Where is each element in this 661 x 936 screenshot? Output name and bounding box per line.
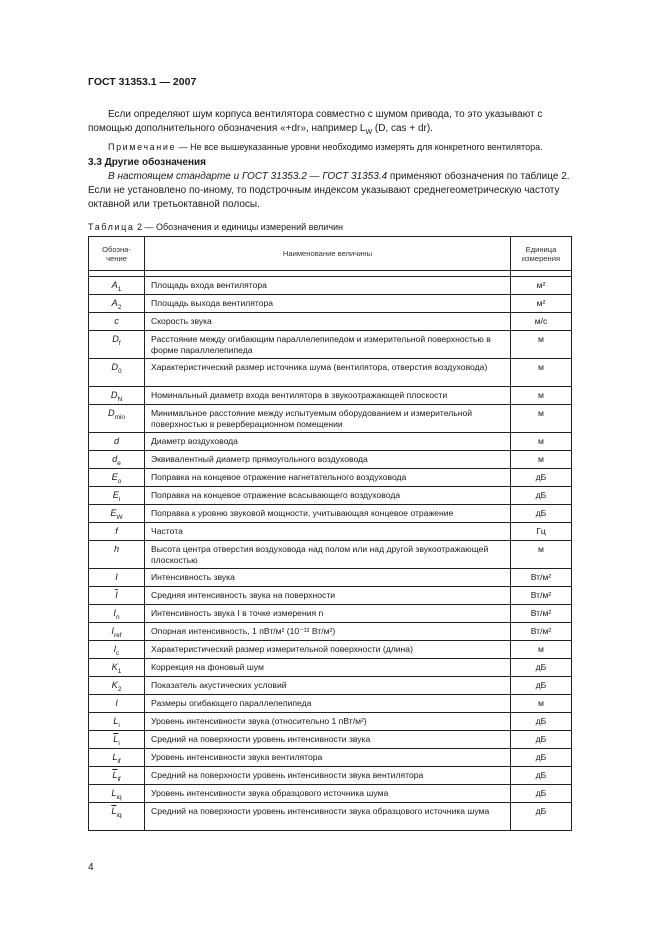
symbol-letter: I — [115, 572, 118, 582]
symbol-subscript: 1 — [117, 667, 122, 675]
row-unit: м — [511, 433, 572, 451]
row-quantity-name: Коррекция на фоновый шум — [145, 659, 511, 677]
row-quantity-name: Опорная интенсивность, 1 пВт/м² (10⁻¹² Вт/м²) — [145, 623, 511, 641]
table-row — [89, 713, 572, 731]
symbol-subscript: e — [117, 459, 121, 467]
table-row — [89, 359, 572, 387]
row-unit: дБ — [511, 767, 572, 785]
row-quantity-name: Площадь входа вентилятора — [145, 277, 511, 295]
row-symbol — [89, 569, 145, 587]
row-unit: Вт/м² — [511, 587, 572, 605]
symbol-letter: E — [112, 490, 119, 500]
table-row — [89, 331, 572, 359]
row-unit: м — [511, 331, 572, 359]
row-unit: м — [511, 641, 572, 659]
header-unit: Единица измерения — [511, 237, 572, 271]
row-symbol — [89, 523, 145, 541]
table-row — [89, 313, 572, 331]
table-row — [89, 677, 572, 695]
symbol-letter: L — [111, 788, 117, 798]
row-symbol — [89, 803, 145, 831]
row-symbol — [89, 359, 145, 387]
table-row — [89, 623, 572, 641]
symbol-letter: E — [111, 472, 118, 482]
row-unit: дБ — [511, 713, 572, 731]
symbol-letter: $\overline{L}$ — [113, 734, 119, 744]
row-unit: Вт/м² — [511, 569, 572, 587]
symbol-letter: K — [111, 680, 118, 690]
symbol-subscript: o — [117, 477, 122, 485]
table-row — [89, 433, 572, 451]
intro-paragraph-2-standards: В настоящем стандарте и ГОСТ 31353.2 — ГОСТ 31353.4 — [108, 171, 388, 182]
symbol-letter: E — [110, 508, 117, 518]
table-row — [89, 767, 572, 785]
row-quantity-name: Характеристический размер измерительной поверхности (длина) — [145, 641, 511, 659]
row-symbol — [89, 749, 145, 767]
symbol-subscript: 2 — [117, 685, 122, 693]
row-quantity-name: Средний на поверхности уровень интенсивности звука — [145, 731, 511, 749]
row-symbol — [89, 469, 145, 487]
table-row — [89, 785, 572, 803]
row-unit: м — [511, 541, 572, 569]
symbol-subscript: W — [116, 513, 123, 521]
symbol-letter: l — [115, 698, 118, 708]
section-title: 3.3 Другие обозначения — [88, 157, 206, 168]
intro-paragraph-2-rest: применяют обозначения по таблице 2. Если не установлено по-иному, то подстрочным индексом указывают среднегеометрическую частоту октавной или третьоктавной полосы. — [88, 171, 570, 210]
symbol-subscript: ref — [113, 631, 122, 639]
symbol-letter: A — [111, 280, 118, 290]
row-quantity-name: Характеристический размер источника шума (вентилятора, отверстия воздуховода) — [145, 359, 511, 387]
row-symbol — [89, 623, 145, 641]
row-unit: Вт/м² — [511, 605, 572, 623]
table-row — [89, 295, 572, 313]
row-quantity-name: Расстояние между огибающим параллелепипедом и измерительной поверхностью в форме параллелепипеда — [145, 331, 511, 359]
row-unit: м/с — [511, 313, 572, 331]
symbol-letter: c — [114, 316, 119, 326]
table-row — [89, 749, 572, 767]
table-row — [89, 541, 572, 569]
row-symbol — [89, 605, 145, 623]
symbol-letter: D — [112, 334, 119, 344]
row-quantity-name: Площадь выхода вентилятора — [145, 295, 511, 313]
symbol-subscript: if — [117, 757, 121, 765]
symbols-table — [88, 236, 572, 831]
table-row — [89, 505, 572, 523]
symbol-letter: $\overline{L}$ — [112, 770, 118, 780]
row-symbol — [89, 331, 145, 359]
row-quantity-name: Минимальное расстояние между испытуемым оборудованием и измерительной поверхностью в реверберационном помещении — [145, 405, 511, 433]
row-quantity-name: Скорость звука — [145, 313, 511, 331]
row-symbol — [89, 313, 145, 331]
row-unit: дБ — [511, 469, 572, 487]
intro-paragraph-1 — [88, 108, 570, 140]
row-symbol — [89, 295, 145, 313]
row-quantity-name: Средний на поверхности уровень интенсивности звука вентилятора — [145, 767, 511, 785]
symbol-subscript: 1 — [117, 285, 122, 293]
symbol-letter: D — [110, 390, 118, 400]
note-paragraph — [88, 140, 570, 154]
row-quantity-name: Частота — [145, 523, 511, 541]
row-unit: м — [511, 451, 572, 469]
symbol-letter: A — [111, 298, 118, 308]
row-unit: дБ — [511, 677, 572, 695]
symbol-letter: I — [111, 626, 114, 636]
row-unit: м — [511, 695, 572, 713]
row-quantity-name: Интенсивность звука — [145, 569, 511, 587]
symbol-letter: K — [111, 662, 118, 672]
row-quantity-name: Высота центра отверстия воздуховода над полом или над другой звукоотражающей плоскостью — [145, 541, 511, 569]
header-symbol: Обозна- чение — [89, 237, 145, 271]
symbol-subscript: n — [115, 613, 120, 621]
symbol-subscript: 0 — [118, 367, 122, 375]
symbol-letter: I — [113, 608, 116, 618]
table-row — [89, 487, 572, 505]
table-row — [89, 405, 572, 433]
row-quantity-name: Средняя интенсивность звука на поверхности — [145, 587, 511, 605]
table-caption-label: Таблица — [88, 222, 135, 232]
symbol-letter: L — [112, 752, 118, 762]
table-row — [89, 387, 572, 405]
symbol-letter: D — [107, 408, 115, 418]
table-caption-text: 2 — Обозначения и единицы измерений величин — [134, 222, 344, 232]
row-symbol — [89, 387, 145, 405]
symbol-subscript: min — [114, 413, 126, 421]
row-unit: м² — [511, 295, 572, 313]
table-row — [89, 695, 572, 713]
symbol-subscript: iq — [116, 811, 122, 819]
intro-paragraph-1-text: Если определяют шум корпуса вентилятора совместно с шумом привода, то это указывают с помощью дополнительного обозначения «+dr», например L — [88, 109, 543, 134]
table-header-row — [89, 237, 572, 271]
row-unit: дБ — [511, 749, 572, 767]
table-row — [89, 659, 572, 677]
row-symbol — [89, 587, 145, 605]
row-symbol — [89, 641, 145, 659]
table-caption — [88, 222, 343, 232]
row-symbol — [89, 277, 145, 295]
table-row — [89, 587, 572, 605]
note-text: — Не все вышеуказанные уровни необходимо измерять для конкретного вентилятора. — [176, 142, 543, 152]
symbol-subscript: N — [117, 395, 123, 403]
row-quantity-name: Диаметр воздуховода — [145, 433, 511, 451]
row-unit: дБ — [511, 505, 572, 523]
symbol-letter: h — [113, 544, 120, 554]
row-unit: м² — [511, 277, 572, 295]
symbol-letter: f — [115, 526, 118, 536]
symbol-letter: L — [113, 716, 119, 726]
row-symbol — [89, 505, 145, 523]
row-symbol — [89, 731, 145, 749]
symbol-subscript: if — [117, 775, 121, 783]
note-label: Примечание — [108, 142, 177, 152]
row-unit: м — [511, 405, 572, 433]
symbol-subscript: c — [115, 649, 120, 657]
page-header-standard-code: ГОСТ 31353.1 — 2007 — [88, 76, 197, 88]
row-quantity-name: Показатель акустических условий — [145, 677, 511, 695]
row-quantity-name: Эквивалентный диаметр прямоугольного воздуховода — [145, 451, 511, 469]
row-unit: м — [511, 359, 572, 387]
row-unit: Гц — [511, 523, 572, 541]
table-body — [89, 271, 572, 831]
row-symbol — [89, 659, 145, 677]
row-symbol — [89, 451, 145, 469]
header-quantity-name: Наименование величины — [145, 237, 511, 271]
symbol-letter: $\overline{I}$ — [115, 590, 118, 600]
row-symbol — [89, 713, 145, 731]
row-symbol — [89, 695, 145, 713]
table-row — [89, 469, 572, 487]
row-symbol — [89, 541, 145, 569]
symbol-letter: D — [111, 362, 118, 372]
table-row — [89, 641, 572, 659]
row-symbol — [89, 677, 145, 695]
symbol-subscript: iq — [116, 793, 122, 801]
row-unit: Вт/м² — [511, 623, 572, 641]
symbol-subscript: 2 — [117, 303, 122, 311]
intro-paragraph-1-tail: (D, cas + dr). — [372, 123, 433, 134]
row-quantity-name: Уровень интенсивности звука образцового источника шума — [145, 785, 511, 803]
row-unit: м — [511, 387, 572, 405]
table-row — [89, 451, 572, 469]
symbol-subscript: i — [118, 495, 121, 503]
table-row — [89, 605, 572, 623]
symbol-subscript: f — [118, 339, 121, 347]
symbol-letter: d — [113, 436, 120, 446]
row-unit: дБ — [511, 731, 572, 749]
row-unit: дБ — [511, 487, 572, 505]
intro-paragraph-1-subscript: W — [365, 129, 373, 136]
row-quantity-name: Средний на поверхности уровень интенсивности звука образцового источника шума — [145, 803, 511, 831]
row-quantity-name: Размеры огибающего параллелепипеда — [145, 695, 511, 713]
row-quantity-name: Номинальный диаметр входа вентилятора в звукоотражающей плоскости — [145, 387, 511, 405]
row-quantity-name: Поправка на концевое отражение всасывающего воздуховода — [145, 487, 511, 505]
table-row — [89, 803, 572, 831]
table-row — [89, 569, 572, 587]
row-symbol — [89, 405, 145, 433]
row-quantity-name: Уровень интенсивности звука (относительно 1 пВт/м²) — [145, 713, 511, 731]
table-row — [89, 277, 572, 295]
symbol-letter: l — [113, 644, 116, 654]
row-quantity-name: Поправка к уровню звуковой мощности, учитывающая концевое отражение — [145, 505, 511, 523]
symbol-letter: d — [112, 454, 118, 464]
row-unit: дБ — [511, 785, 572, 803]
row-quantity-name: Поправка на концевое отражение нагнетательного воздуховода — [145, 469, 511, 487]
row-unit: дБ — [511, 659, 572, 677]
row-quantity-name: Интенсивность звука I в точке измерения n — [145, 605, 511, 623]
table-row — [89, 523, 572, 541]
row-unit: дБ — [511, 803, 572, 831]
row-symbol — [89, 785, 145, 803]
row-quantity-name: Уровень интенсивности звука вентилятора — [145, 749, 511, 767]
table-row — [89, 731, 572, 749]
intro-paragraph-2 — [88, 170, 570, 212]
symbol-subscript: i — [118, 739, 120, 747]
symbol-subscript: i — [118, 721, 120, 729]
page-number: 4 — [88, 862, 94, 873]
row-symbol — [89, 433, 145, 451]
row-symbol — [89, 767, 145, 785]
row-symbol — [89, 487, 145, 505]
symbol-letter: $\overline{L}$ — [111, 806, 117, 816]
